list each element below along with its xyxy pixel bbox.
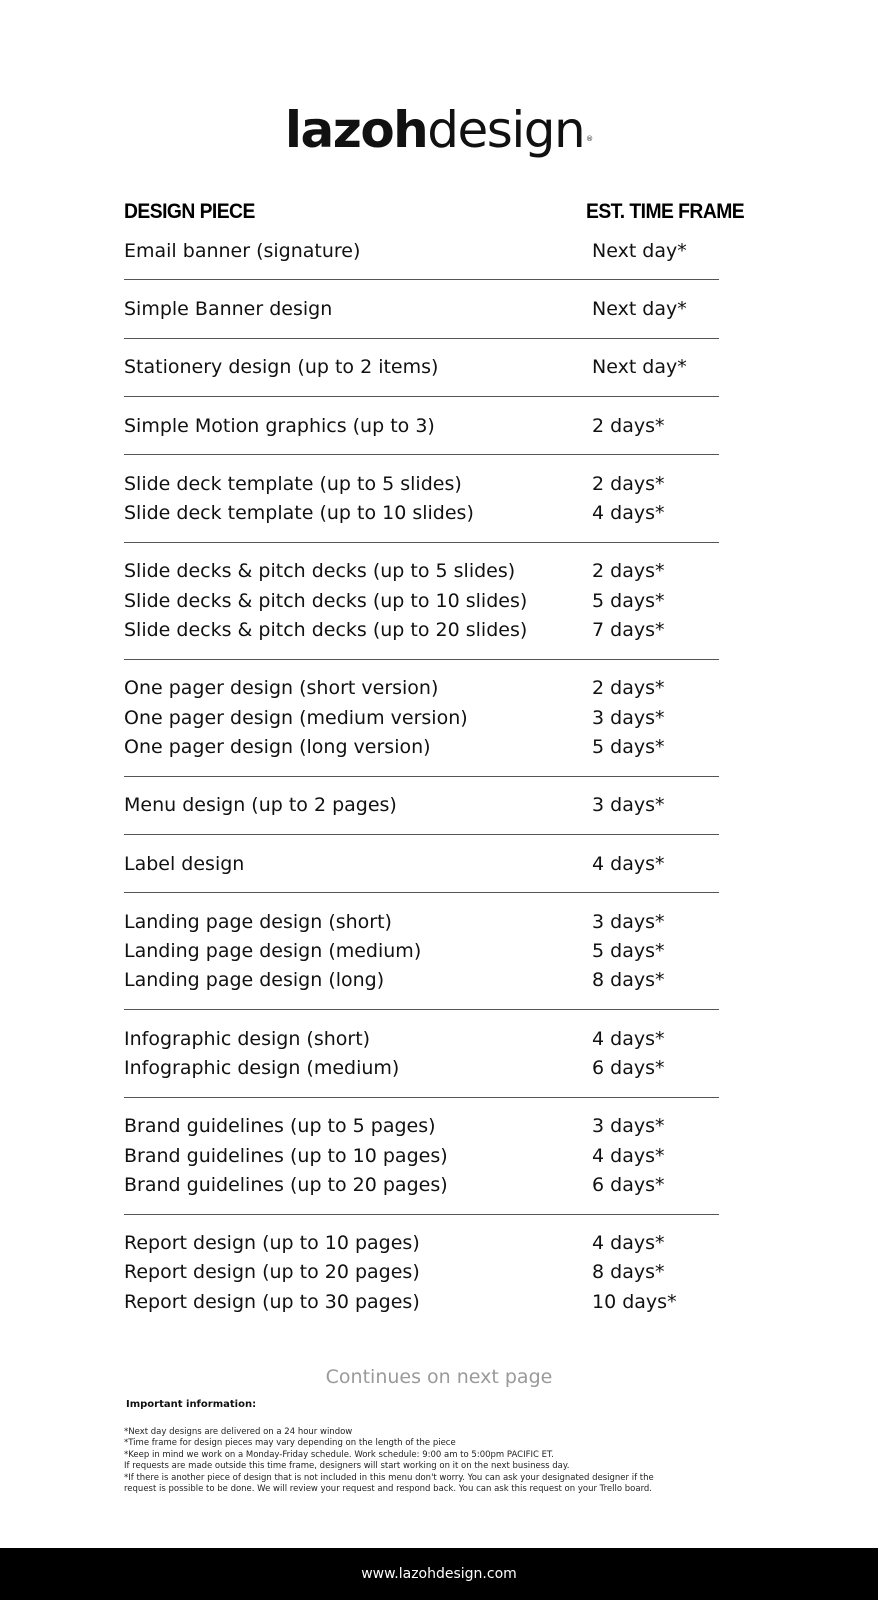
time-frame-value: 5 days* — [592, 589, 665, 612]
design-piece-name: Infographic design (medium) — [124, 1056, 400, 1079]
column-header-design-piece: DESIGN PIECE — [124, 200, 255, 223]
table-group — [124, 557, 719, 660]
time-frame-value: 7 days* — [592, 619, 665, 642]
table-group — [124, 907, 719, 1010]
table-row — [124, 1229, 719, 1258]
design-piece-name: One pager design (short version) — [124, 677, 439, 700]
brand-logo — [0, 100, 878, 169]
table-group — [124, 353, 719, 397]
table-row — [124, 411, 719, 440]
table-row — [124, 1053, 719, 1082]
table-row — [124, 557, 719, 586]
design-piece-name: Infographic design (short) — [124, 1027, 371, 1050]
time-frame-value: 4 days* — [592, 1144, 665, 1167]
time-frame-value: 6 days* — [592, 1173, 665, 1196]
table-row — [124, 615, 719, 644]
time-frame-value: 5 days* — [592, 940, 665, 963]
design-piece-name: Label design — [124, 852, 245, 875]
time-frame-value: 6 days* — [592, 1056, 665, 1079]
table-group — [124, 791, 719, 835]
logo-bold-part: lazoh — [284, 101, 428, 159]
time-frame-value: 2 days* — [592, 414, 665, 437]
design-piece-name: Report design (up to 20 pages) — [124, 1261, 420, 1284]
time-frame-value: 4 days* — [592, 1232, 665, 1255]
table-group — [124, 674, 719, 777]
time-frame-value: 3 days* — [592, 794, 665, 817]
time-frame-value: 3 days* — [592, 1115, 665, 1138]
table-row — [124, 469, 719, 498]
time-frame-value: 2 days* — [592, 560, 665, 583]
design-piece-name: Slide decks & pitch decks (up to 10 slides) — [124, 589, 528, 612]
table-group — [124, 849, 719, 893]
pricing-table — [124, 236, 719, 1344]
table-row — [124, 907, 719, 936]
design-piece-name: One pager design (medium version) — [124, 706, 468, 729]
time-frame-value: Next day* — [592, 239, 687, 262]
important-info-notes — [124, 1427, 764, 1495]
design-piece-name: Stationery design (up to 2 items) — [124, 356, 439, 379]
table-row — [124, 1258, 719, 1287]
info-note-line: *Next day designs are delivered on a 24 hour window — [124, 1427, 353, 1437]
design-piece-name: Slide deck template (up to 10 slides) — [124, 502, 474, 525]
time-frame-value: 3 days* — [592, 910, 665, 933]
table-group — [124, 1112, 719, 1215]
table-row — [124, 791, 719, 820]
info-note-line: If requests are made outside this time frame, designers will start working on it on the next business day. — [124, 1461, 570, 1472]
time-frame-value: 10 days* — [592, 1290, 677, 1313]
table-row — [124, 1024, 719, 1053]
footer-url[interactable]: www.lazohdesign.com — [361, 1566, 517, 1582]
design-piece-name: Slide decks & pitch decks (up to 20 slides) — [124, 619, 528, 642]
time-frame-value: 4 days* — [592, 502, 665, 525]
footer-bar — [0, 1548, 878, 1600]
design-piece-name: Menu design (up to 2 pages) — [124, 794, 397, 817]
table-row — [124, 1287, 719, 1316]
design-piece-name: Brand guidelines (up to 5 pages) — [124, 1115, 436, 1138]
table-row — [124, 849, 719, 878]
table-group — [124, 1229, 719, 1331]
time-frame-value: Next day* — [592, 356, 687, 379]
important-info-title: Important information: — [126, 1399, 257, 1410]
time-frame-value: 4 days* — [592, 1027, 665, 1050]
table-row — [124, 353, 719, 382]
table-row — [124, 732, 719, 761]
continues-note: Continues on next page — [325, 1366, 553, 1388]
design-piece-name: Slide decks & pitch decks (up to 5 slides) — [124, 560, 516, 583]
design-piece-name: Simple Banner design — [124, 297, 333, 320]
logo-light-part: design — [427, 101, 585, 159]
table-group — [124, 236, 719, 280]
time-frame-value: 2 days* — [592, 677, 665, 700]
time-frame-value: 8 days* — [592, 1261, 665, 1284]
table-row — [124, 1112, 719, 1141]
design-piece-name: Report design (up to 10 pages) — [124, 1232, 420, 1255]
table-row — [124, 498, 719, 527]
info-note-line: *If there is another piece of design that is not included in this menu don't worry. You can ask your designated designer if the — [124, 1472, 654, 1483]
design-piece-name: Landing page design (medium) — [124, 940, 422, 963]
registered-mark: ® — [586, 135, 594, 143]
design-piece-name: Landing page design (long) — [124, 969, 385, 992]
table-group — [124, 1024, 719, 1098]
info-note-line: *Keep in mind we work on a Monday-Friday schedule. Work schedule: 9:00 am to 5:00pm PACIFIC ET. — [124, 1449, 554, 1460]
column-header-time-frame: EST. TIME FRAME — [586, 200, 745, 223]
info-note-line: *Time frame for design pieces may vary depending on the length of the piece — [124, 1438, 456, 1449]
design-piece-name: Report design (up to 30 pages) — [124, 1290, 420, 1313]
table-row — [124, 294, 719, 323]
table-row — [124, 703, 719, 732]
table-group — [124, 469, 719, 543]
info-note-line: request is possible to be done. We will review your request and respond back. You can ask this request on your Trello board. — [124, 1484, 653, 1495]
table-row — [124, 236, 719, 265]
table-group — [124, 294, 719, 338]
design-piece-name: Brand guidelines (up to 10 pages) — [124, 1144, 448, 1167]
design-piece-name: Slide deck template (up to 5 slides) — [124, 472, 462, 495]
time-frame-value: Next day* — [592, 297, 687, 320]
table-row — [124, 1170, 719, 1199]
table-row — [124, 966, 719, 995]
design-piece-name: One pager design (long version) — [124, 735, 431, 758]
table-group — [124, 411, 719, 455]
time-frame-value: 8 days* — [592, 969, 665, 992]
design-piece-name: Brand guidelines (up to 20 pages) — [124, 1173, 448, 1196]
time-frame-value: 5 days* — [592, 735, 665, 758]
design-piece-name: Landing page design (short) — [124, 910, 392, 933]
time-frame-value: 2 days* — [592, 472, 665, 495]
design-piece-name: Simple Motion graphics (up to 3) — [124, 414, 435, 437]
design-piece-name: Email banner (signature) — [124, 239, 361, 262]
time-frame-value: 3 days* — [592, 706, 665, 729]
table-row — [124, 674, 719, 703]
table-row — [124, 586, 719, 615]
table-row — [124, 936, 719, 965]
time-frame-value: 4 days* — [592, 852, 665, 875]
table-row — [124, 1141, 719, 1170]
